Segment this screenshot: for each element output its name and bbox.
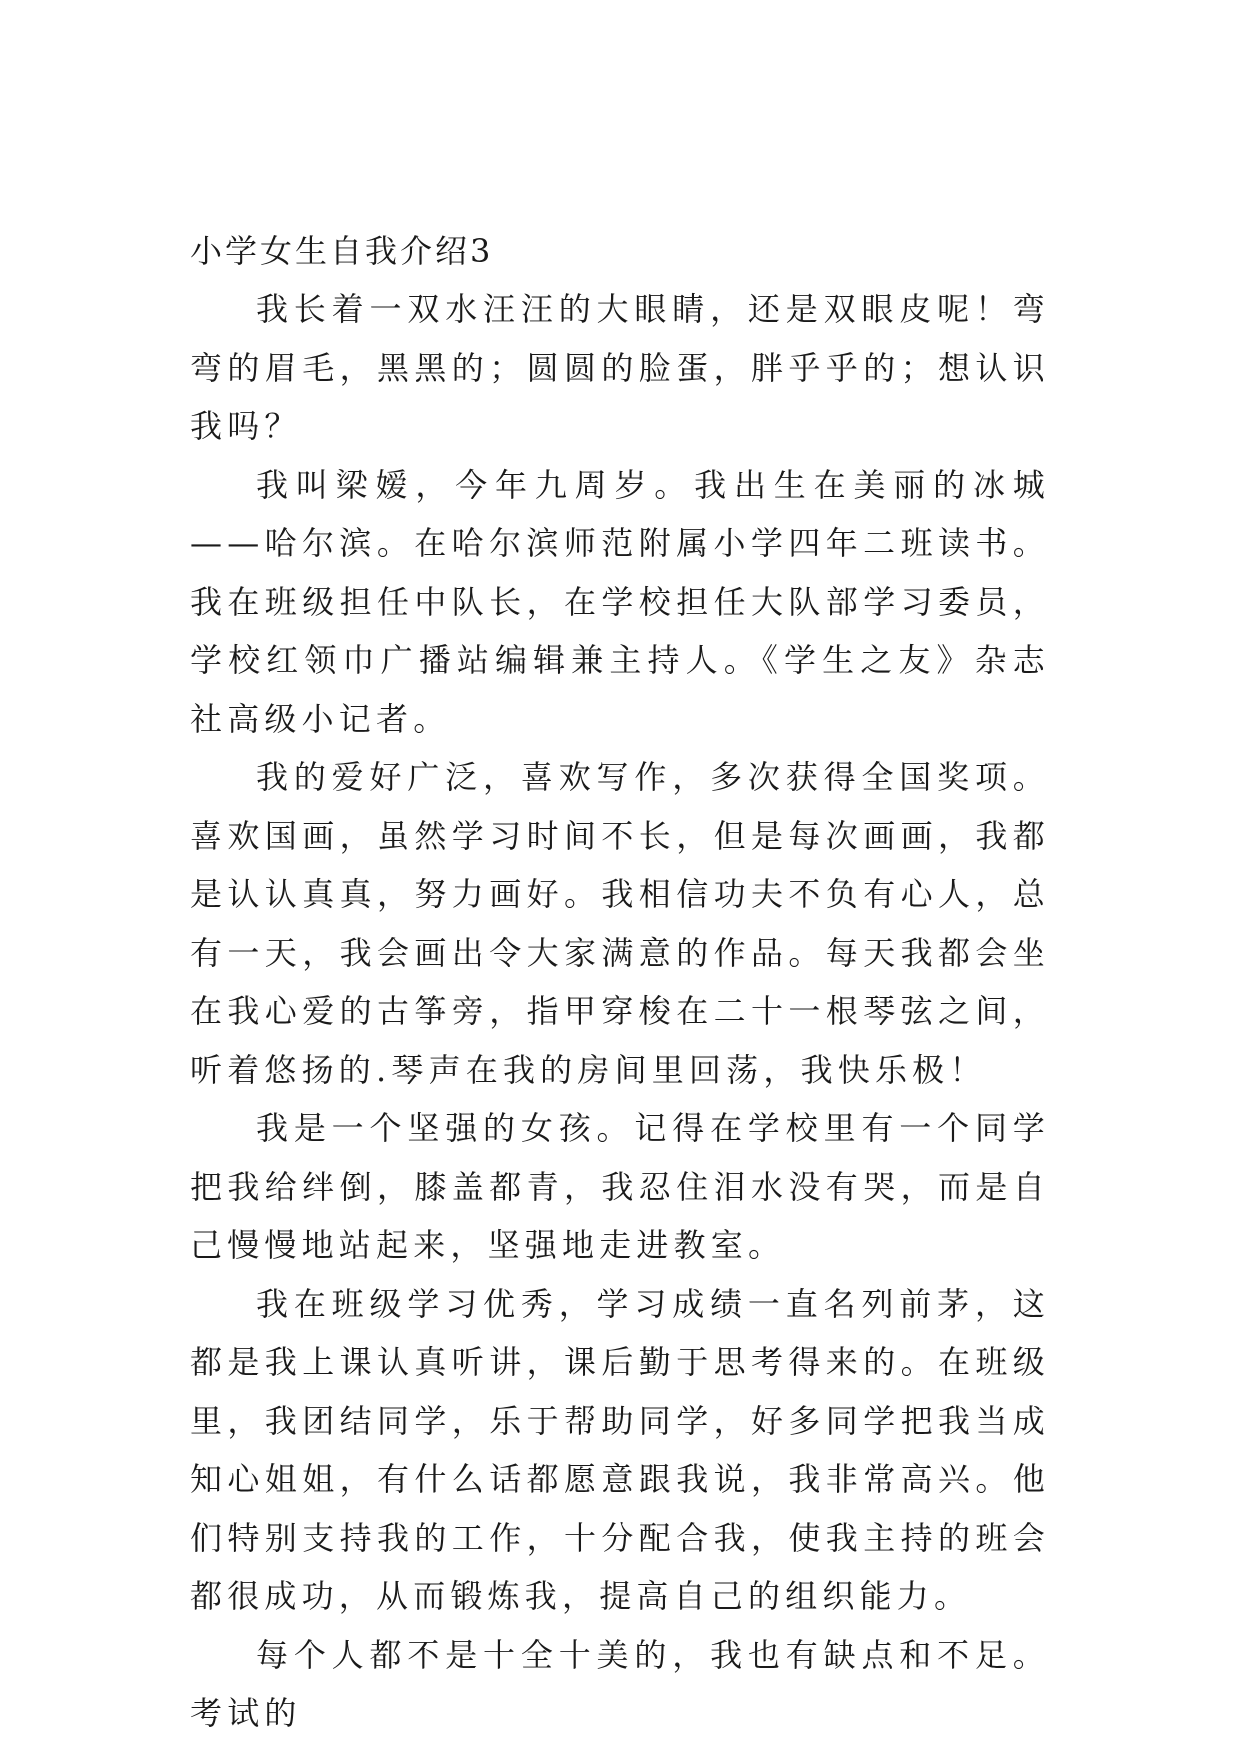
paragraph-strength: 我是一个坚强的女孩。记得在学校里有一个同学把我给绊倒，膝盖都青，我忍住泪水没有哭，而是自己慢慢地站起来，坚强地走进教室。	[190, 1109, 1050, 1264]
paragraph-shortcomings: 每个人都不是十全十美的，我也有缺点和不足。考试的	[190, 1635, 1050, 1732]
paragraph-study: 我在班级学习优秀，学习成绩一直名列前茅，这都是我上课认真听讲，课后勤于思考得来的。在班级里，我团结同学，乐于帮助同学，好多同学把我当成知心姐姐，有什么话都愿意跟我说，我非常高兴。他们特别支持我的工作，十分配合我，使我主持的班会都很成功，从而锻炼我，提高自己的组织能力。	[190, 1284, 1050, 1615]
paragraph-hobbies: 我的爱好广泛，喜欢写作，多次获得全国奖项。喜欢国画，虽然学习时间不长，但是每次画画，我都是认认真真，努力画好。我相信功夫不负有心人，总有一天，我会画出令大家满意的作品。每天我都会坐在我心爱的古筝旁，指甲穿梭在二十一根琴弦之间，听着悠扬的.琴声在我的房间里回荡，我快乐极！	[190, 758, 1050, 1089]
document-heading: 小学女生自我介绍3	[190, 232, 494, 270]
document-page	[190, 222, 1050, 1743]
paragraph-appearance: 我长着一双水汪汪的大眼睛，还是双眼皮呢！弯弯的眉毛，黑黑的；圆圆的脸蛋，胖乎乎的；想认识我吗？	[190, 290, 1050, 445]
paragraph-background: 我叫梁嫒，今年九周岁。我出生在美丽的冰城——哈尔滨。在哈尔滨师范附属小学四年二班读书。我在班级担任中队长，在学校担任大队部学习委员，学校红领巾广播站编辑兼主持人。《学生之友》杂志社高级小记者。	[190, 465, 1050, 738]
